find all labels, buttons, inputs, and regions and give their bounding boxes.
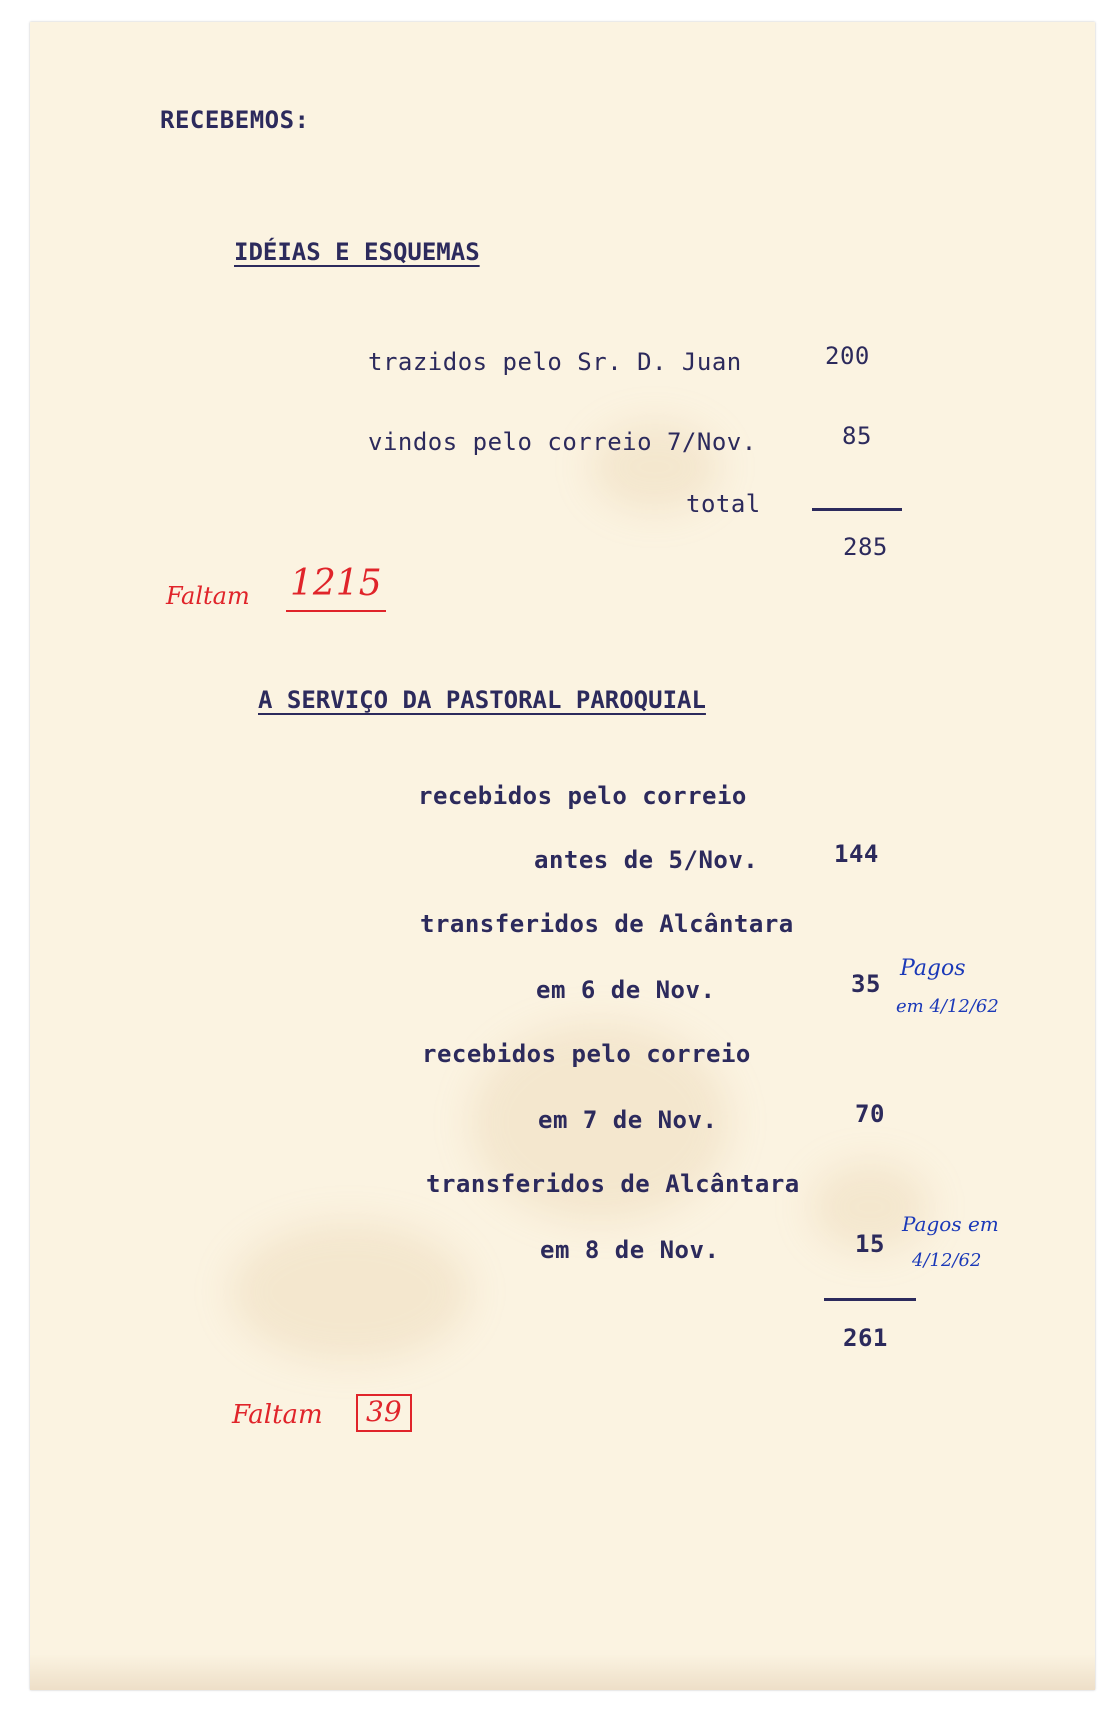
stain: [230, 1222, 470, 1362]
section1-row-label: vindos pelo correio 7/Nov.: [368, 428, 757, 456]
faltam-note: Faltam: [166, 582, 250, 610]
sum-rule: [824, 1298, 916, 1301]
section1-total-label: total: [686, 490, 761, 518]
section2-title: A SERVIÇO DA PASTORAL PAROQUIAL: [258, 686, 706, 714]
section2-value: 15: [855, 1230, 885, 1258]
section2-line: em 7 de Nov.: [538, 1106, 718, 1134]
document-header: RECEBEMOS:: [160, 106, 310, 134]
section2-value: 35: [851, 970, 881, 998]
pagos-annotation-date: 4/12/62: [912, 1250, 982, 1271]
section2-value: 144: [834, 840, 879, 868]
section2-line: recebidos pelo correio: [422, 1040, 751, 1068]
section2-total-value: 261: [843, 1324, 888, 1352]
sum-rule: [812, 508, 902, 511]
section1-row-value: 200: [825, 342, 870, 370]
section1-row-value: 85: [842, 422, 872, 450]
section2-line: transferidos de Alcântara: [420, 910, 794, 938]
section2-line: transferidos de Alcântara: [426, 1170, 800, 1198]
faltam-value: 1215: [286, 566, 386, 612]
pagos-annotation: Pagos em: [902, 1212, 999, 1236]
section2-line: em 6 de Nov.: [536, 976, 716, 1004]
section1-row-label: trazidos pelo Sr. D. Juan: [368, 348, 742, 376]
section2-line: em 8 de Nov.: [540, 1236, 720, 1264]
section2-value: 70: [855, 1100, 885, 1128]
paper-edge-stain: [30, 1654, 1095, 1690]
section2-line: antes de 5/Nov.: [534, 846, 759, 874]
section2-line: recebidos pelo correio: [418, 782, 747, 810]
faltam-note: Faltam: [232, 1400, 323, 1430]
section1-title: IDÉIAS E ESQUEMAS: [234, 238, 480, 266]
section1-total-value: 285: [843, 533, 888, 561]
pagos-annotation-date: em 4/12/62: [896, 996, 999, 1017]
faltam-boxed-value: 39: [356, 1394, 412, 1432]
pagos-annotation: Pagos: [900, 956, 966, 981]
